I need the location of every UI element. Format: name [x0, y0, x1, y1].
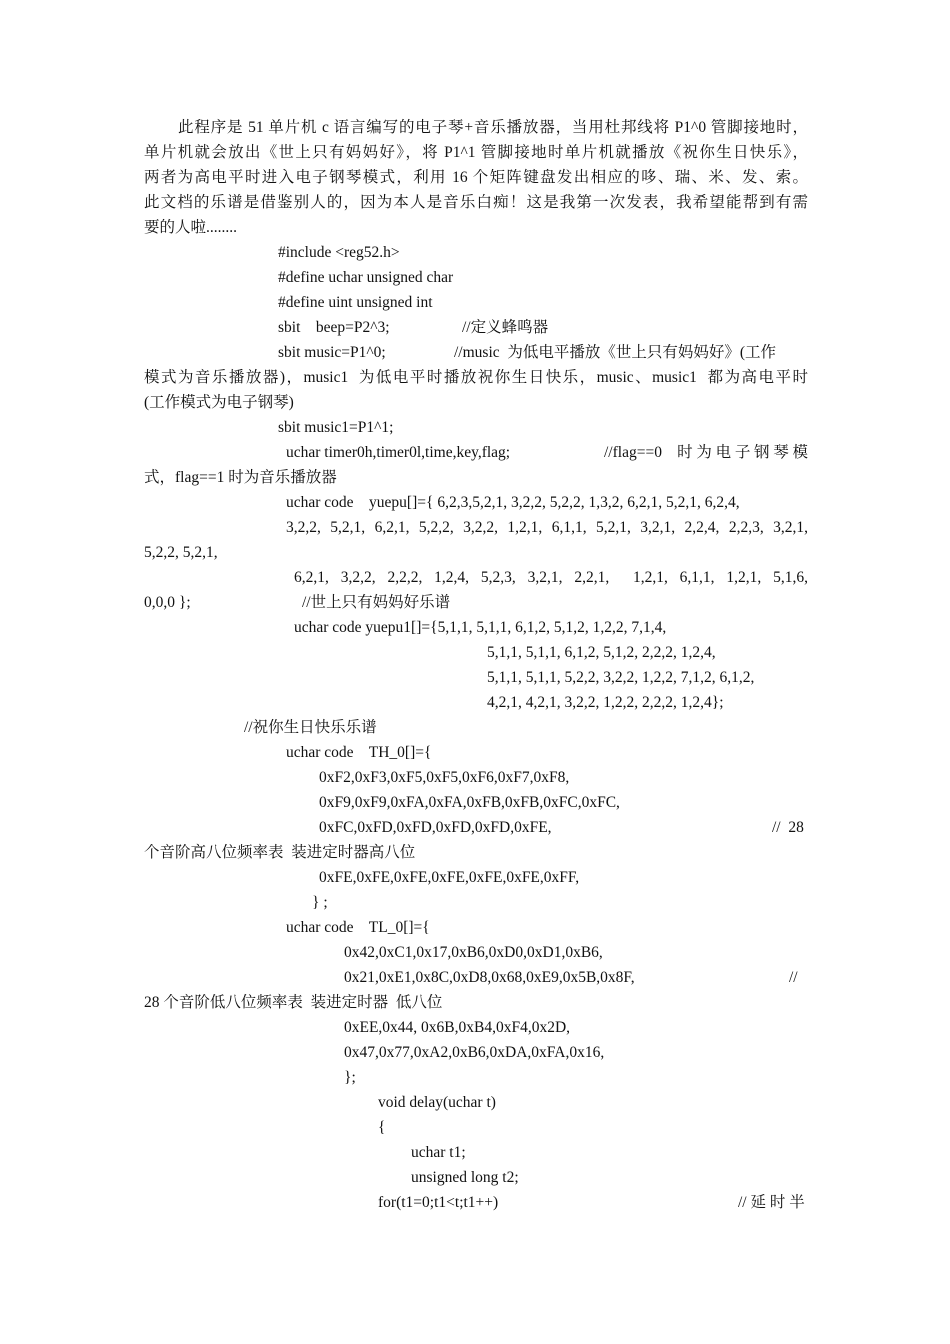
- intro-line: 单片机就会放出《世上只有妈妈好》，将 P1^1 管脚接地时单片机就播放《祝你生日快乐》，: [144, 144, 808, 161]
- code-line: void delay(uchar t): [378, 1094, 496, 1111]
- code-line: uchar t1;: [411, 1144, 466, 1161]
- code-line: uchar code yuepu1[]={5,1,1, 5,1,1, 6,1,2, 5,1,2, 1,2,2, 7,1,4,: [294, 619, 667, 636]
- code-comment: //祝你生日快乐乐谱: [244, 719, 377, 736]
- code-line: 0xFC,0xFD,0xFD,0xFD,0xFD,0xFE,: [319, 819, 552, 836]
- code-comment: //music 为低电平播放《世上只有妈妈好》(工作: [454, 344, 777, 361]
- code-line: uchar code yuepu[]={ 6,2,3,5,2,1, 3,2,2, 5,2,2, 1,3,2, 6,2,1, 5,2,1, 6,2,4,: [286, 494, 740, 511]
- code-line: };: [344, 1069, 356, 1086]
- code-line: 0,0,0 };: [144, 594, 191, 611]
- code-comment: //定义蜂鸣器: [462, 319, 549, 336]
- code-line: 5,2,2, 5,2,1,: [144, 544, 218, 561]
- code-line: unsigned long t2;: [411, 1169, 519, 1186]
- code-line: sbit music=P1^0;: [278, 344, 386, 361]
- code-comment-wrap: 模式为音乐播放器)，music1 为低电平时播放祝你生日快乐，music、music1 都为高电平时: [144, 369, 808, 386]
- code-line: 0x21,0xE1,0x8C,0xD8,0x68,0xE9,0x5B,0x8F,: [344, 969, 635, 986]
- code-comment: // 28: [772, 819, 804, 836]
- code-comment: // 延 时 半: [738, 1194, 805, 1211]
- code-line: #include <reg52.h>: [278, 244, 400, 261]
- code-line: {: [378, 1119, 386, 1136]
- code-line: 6,2,1, 3,2,2, 2,2,2, 1,2,4, 5,2,3, 3,2,1, 2,2,1, 1,2,1, 6,1,1, 1,2,1, 5,1,6,: [294, 569, 808, 586]
- intro-line: 两者为高电平时进入电子钢琴模式，利用 16 个矩阵键盘发出相应的哆、瑞、米、发、索。: [144, 169, 808, 186]
- intro-line: 要的人啦........: [144, 219, 238, 236]
- code-line: 0x42,0xC1,0x17,0xB6,0xD0,0xD1,0xB6,: [344, 944, 603, 961]
- code-comment-wrap: 28 个音阶低八位频率表 装进定时器 低八位: [144, 994, 443, 1011]
- code-line: 4,2,1, 4,2,1, 3,2,2, 1,2,2, 2,2,2, 1,2,4};: [487, 694, 724, 711]
- code-line: 5,1,1, 5,1,1, 6,1,2, 5,1,2, 2,2,2, 1,2,4,: [487, 644, 716, 661]
- code-line: 0x47,0x77,0xA2,0xB6,0xDA,0xFA,0x16,: [344, 1044, 605, 1061]
- code-line: uchar code TL_0[]={: [286, 919, 430, 936]
- code-line: uchar timer0h,timer0l,time,key,flag;: [286, 444, 511, 461]
- code-comment: //: [789, 969, 798, 986]
- code-line: for(t1=0;t1<t;t1++): [378, 1194, 499, 1211]
- code-line: #define uchar unsigned char: [278, 269, 454, 286]
- code-line: 0xF2,0xF3,0xF5,0xF5,0xF6,0xF7,0xF8,: [319, 769, 570, 786]
- code-comment: //世上只有妈妈好乐谱: [302, 594, 451, 611]
- code-comment-wrap: 个音阶高八位频率表 装进定时器高八位: [144, 844, 416, 861]
- code-line: sbit music1=P1^1;: [278, 419, 394, 436]
- code-line: 0xFE,0xFE,0xFE,0xFE,0xFE,0xFE,0xFF,: [319, 869, 580, 886]
- code-comment-wrap: (工作模式为电子钢琴): [144, 394, 294, 411]
- code-comment-wrap: 式，flag==1 时为音乐播放器: [144, 469, 337, 486]
- code-line: 3,2,2, 5,2,1, 6,2,1, 5,2,2, 3,2,2, 1,2,1, 6,1,1, 5,2,1, 3,2,1, 2,2,4, 2,2,3, 3,2,1,: [286, 519, 808, 536]
- code-line: 0xEE,0x44, 0x6B,0xB4,0xF4,0x2D,: [344, 1019, 571, 1036]
- code-line: 5,1,1, 5,1,1, 5,2,2, 3,2,2, 1,2,2, 7,1,2, 6,1,2,: [487, 669, 755, 686]
- intro-line: 此程序是 51 单片机 c 语言编写的电子琴+音乐播放器，当用杜邦线将 P1^0 管脚接地时，: [178, 119, 808, 136]
- code-line: 0xF9,0xF9,0xFA,0xFA,0xFB,0xFB,0xFC,0xFC,: [319, 794, 620, 811]
- code-comment: //flag==0 时为电子钢琴模: [604, 444, 808, 461]
- code-line: } ;: [312, 894, 328, 911]
- intro-line: 此文档的乐谱是借鉴别人的，因为本人是音乐白痴！这是我第一次发表，我希望能帮到有需: [144, 194, 808, 211]
- code-line: uchar code TH_0[]={: [286, 744, 432, 761]
- code-line: sbit beep=P2^3;: [278, 319, 390, 336]
- code-line: #define uint unsigned int: [278, 294, 433, 311]
